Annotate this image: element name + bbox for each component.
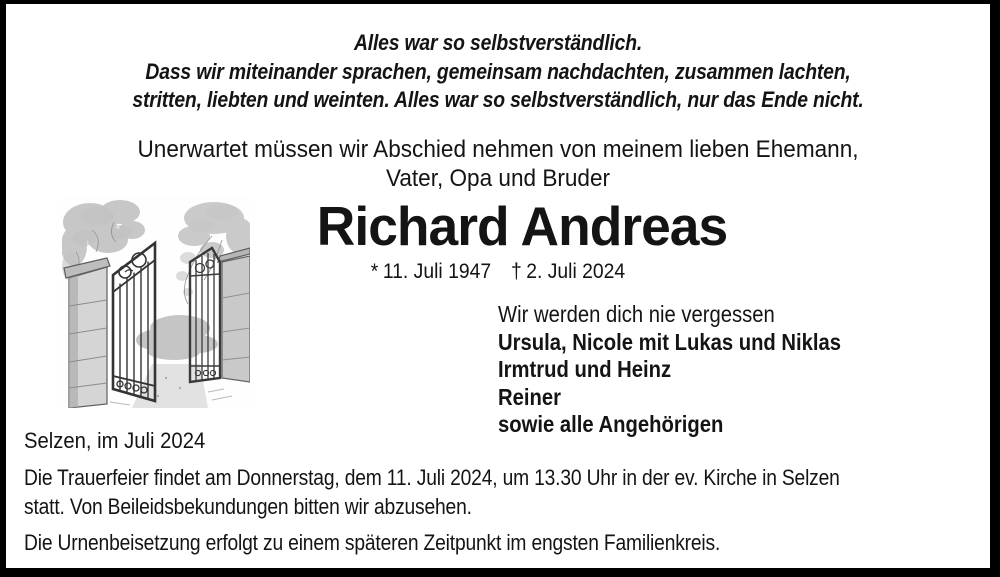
epigraph-line-1: Alles war so selbstverständlich. bbox=[353, 30, 643, 55]
epigraph bbox=[65, 29, 931, 115]
intro-line-2: Vater, Opa und Bruder bbox=[385, 165, 611, 192]
mourner-name: Ursula, Nicole mit Lukas und Niklas bbox=[498, 328, 842, 355]
deceased-name: Richard Andreas bbox=[316, 195, 728, 257]
funeral-line-1: Die Trauerfeier findet am Donnerstag, dem 11. Juli 2024, um 13.30 Uhr in der ev. Kirche in Selzen bbox=[24, 465, 840, 490]
farewell-block bbox=[498, 301, 841, 439]
mourner-name: sowie alle Angehörigen bbox=[498, 411, 724, 438]
open-gate-image bbox=[62, 196, 250, 408]
funeral-info bbox=[24, 463, 840, 557]
intro-line-1: Unerwartet müssen wir Abschied nehmen von meinem lieben Ehemann, bbox=[137, 136, 859, 163]
funeral-line-2: statt. Von Beileidsbekundungen bitten wir abzusehen. bbox=[24, 494, 472, 519]
birth-date: 11. Juli 1947 bbox=[382, 259, 492, 283]
funeral-line-3: Die Urnenbeisetzung erfolgt zu einem späteren Zeitpunkt im engsten Familienkreis. bbox=[24, 530, 721, 555]
intro-text bbox=[36, 135, 961, 193]
place-date: Selzen, im Juli 2024 bbox=[24, 428, 206, 453]
epigraph-line-3: stritten, liebten und weinten. Alles war so selbstverständlich, nur das Ende nicht. bbox=[132, 87, 864, 112]
mourner-name: Irmtrud und Heinz bbox=[498, 356, 672, 383]
gate-sketch-drawing bbox=[62, 196, 250, 408]
life-dates bbox=[55, 259, 941, 284]
death-date: 2. Juli 2024 bbox=[526, 259, 626, 283]
mourner-name: Reiner bbox=[498, 383, 562, 410]
birth-symbol: * bbox=[370, 259, 379, 283]
death-symbol: † bbox=[510, 259, 522, 283]
epigraph-line-2: Dass wir miteinander sprachen, gemeinsam nachdachten, zusammen lachten, bbox=[145, 58, 851, 84]
farewell-line: Wir werden dich nie vergessen bbox=[498, 301, 775, 327]
